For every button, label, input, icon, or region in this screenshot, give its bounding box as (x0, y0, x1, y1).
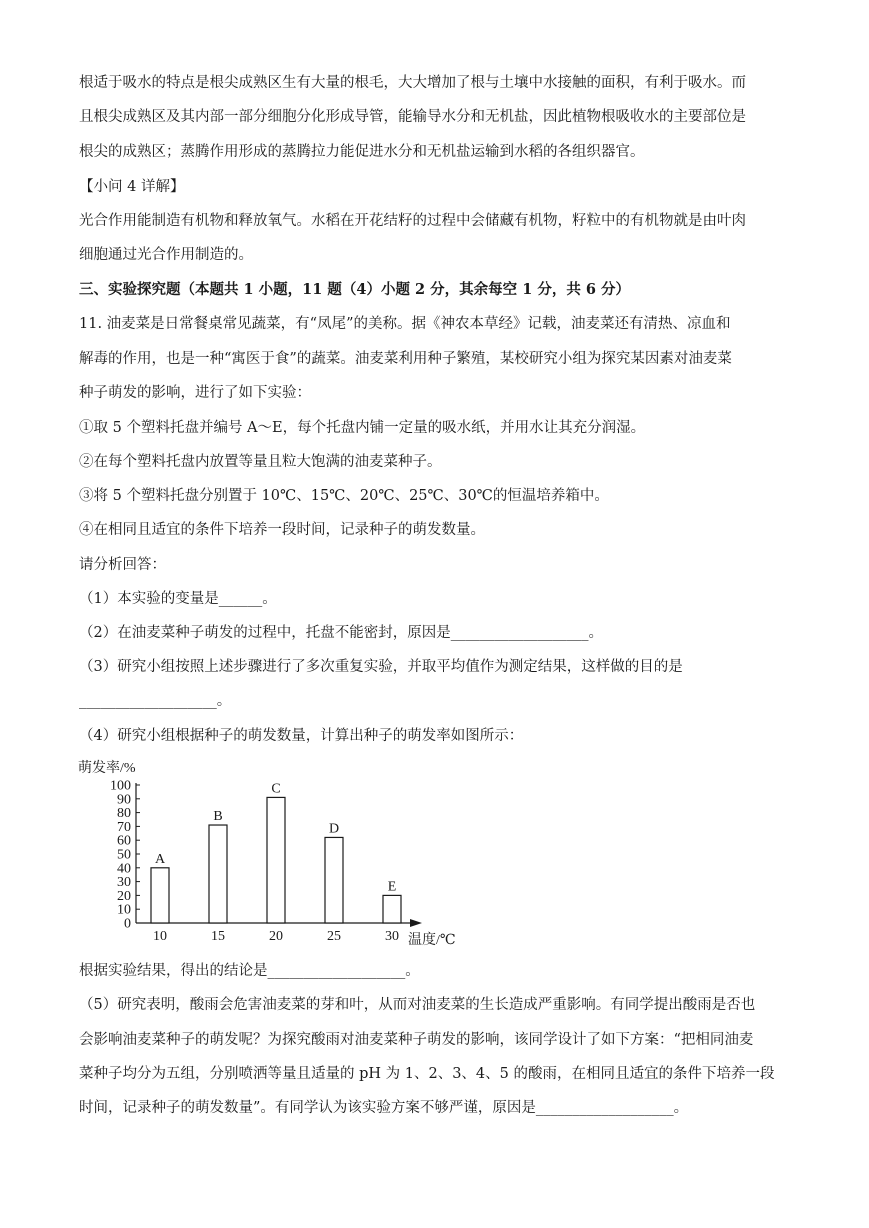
bar-label: E (387, 879, 397, 895)
x-tick-label: 30 (385, 929, 399, 944)
step-2: ②在每个塑料托盘内放置等量且粒大饱满的油麦菜种子。 (79, 454, 442, 470)
bar-label: D (328, 821, 340, 837)
y-tick-label: 100 (110, 778, 131, 794)
bar-label: C (271, 781, 281, 797)
y-tick-label: 80 (117, 806, 131, 822)
sub-question-1: （1）本实验的变量是______。 (79, 591, 277, 607)
sub-question-5-line-2: 会影响油麦菜种子的萌发呢？为探究酸雨对油麦菜种子萌发的影响，该同学设计了如下方案：“把相同油麦 (79, 1032, 754, 1048)
answer-para-line-4: 光合作用能制造有机物和释放氧气。水稻在开花结籽的过程中会储藏有机物，籽粒中的有机物就是由叶肉 (79, 213, 746, 229)
answer-para-line-1: 根适于吸水的特点是根尖成熟区生有大量的根毛，大大增加了根与土壤中水接触的面积，有利于吸水。而 (79, 75, 746, 91)
bar (325, 837, 343, 923)
prompt-analyze: 请分析回答： (79, 557, 166, 573)
answer-para-line-2: 且根尖成熟区及其内部一部分细胞分化形成导管，能输导水分和无机盐，因此植物根吸收水的主要部位是 (79, 109, 746, 125)
bar-label: B (213, 809, 223, 825)
x-tick-label: 15 (211, 929, 225, 944)
step-1: ①取 5 个塑料托盘并编号 A～E，每个托盘内铺一定量的吸水纸，并用水让其充分润湿。 (79, 420, 646, 436)
y-tick-label: 20 (117, 888, 131, 904)
sub-question-5-line-1: （5）研究表明，酸雨会危害油麦菜的芽和叶，从而对油麦菜的生长造成严重影响。有同学提出酸雨是否也 (79, 997, 756, 1013)
x-tick-labels (153, 929, 399, 944)
y-tick-label: 90 (117, 792, 131, 808)
answer-para-line-5: 细胞通过光合作用制造的。 (79, 247, 253, 263)
bar (383, 895, 401, 923)
question-11-line-3: 种子萌发的影响，进行了如下实验： (79, 385, 311, 401)
step-3: ③将 5 个塑料托盘分别置于 10℃、15℃、20℃、25℃、30℃的恒温培养箱中。 (79, 488, 609, 504)
sub-question-4: （4）研究小组根据种子的萌发数量，计算出种子的萌发率如图所示： (79, 728, 524, 744)
x-tick-label: 20 (269, 929, 283, 944)
sub-question-3: （3）研究小组按照上述步骤进行了多次重复实验，并取平均值作为测定结果，这样做的目的是 (79, 659, 683, 675)
answer-para-line-3: 根尖的成熟区；蒸腾作用形成的蒸腾拉力能促进水分和无机盐运输到水稻的各组织器官。 (79, 144, 645, 160)
y-tick-label: 40 (117, 861, 131, 877)
germination-rate-chart (70, 752, 480, 952)
x-tick-label: 25 (327, 929, 341, 944)
bar (267, 797, 285, 923)
sub-question-3-blank: ___________________。 (79, 693, 232, 709)
step-4: ④在相同且适宜的条件下培养一段时间，记录种子的萌发数量。 (79, 522, 485, 538)
bar (151, 868, 169, 923)
section-heading: 三、实验探究题（本题共 1 小题，11 题（4）小题 2 分，其余每空 1 分，共 6 分） (79, 281, 631, 298)
y-tick-label: 60 (117, 833, 131, 849)
bar-label: A (154, 851, 166, 867)
y-tick-label: 0 (124, 916, 131, 932)
sub-question-5-line-4: 时间，记录种子的萌发数量”。有同学认为该实验方案不够严谨，原因是___________________。 (79, 1100, 689, 1116)
chart-bars (151, 781, 401, 923)
bar (209, 825, 227, 923)
sub-question-5-line-3: 菜种子均分为五组，分别喷洒等量且适量的 pH 为 1、2、3、4、5 的酸雨，在相同且适宜的条件下培养一段 (79, 1066, 775, 1082)
question-11-line-1: 11. 油麦菜是日常餐桌常见蔬菜，有“凤尾”的美称。据《神农本草经》记载，油麦菜还有清热、凉血和 (79, 316, 731, 332)
y-axis-label: 萌发率/% (78, 761, 136, 776)
x-axis-label: 温度/℃ (408, 933, 456, 948)
question-11-line-2: 解毒的作用，也是一种“寓医于食”的蔬菜。油麦菜利用种子繁殖，某校研究小组为探究某因素对油麦菜 (79, 351, 732, 367)
x-axis-arrow (410, 919, 422, 927)
conclusion-question: 根据实验结果，得出的结论是___________________。 (79, 963, 420, 979)
sub-question-4-heading: 【小问 4 详解】 (79, 179, 185, 195)
y-tick-label: 50 (117, 847, 131, 863)
y-tick-label: 70 (117, 819, 131, 835)
y-tick-label: 10 (117, 902, 131, 918)
y-tick-label: 30 (117, 875, 131, 891)
sub-question-2: （2）在油麦菜种子萌发的过程中，托盘不能密封，原因是___________________。 (79, 625, 603, 641)
x-tick-label: 10 (153, 929, 167, 944)
